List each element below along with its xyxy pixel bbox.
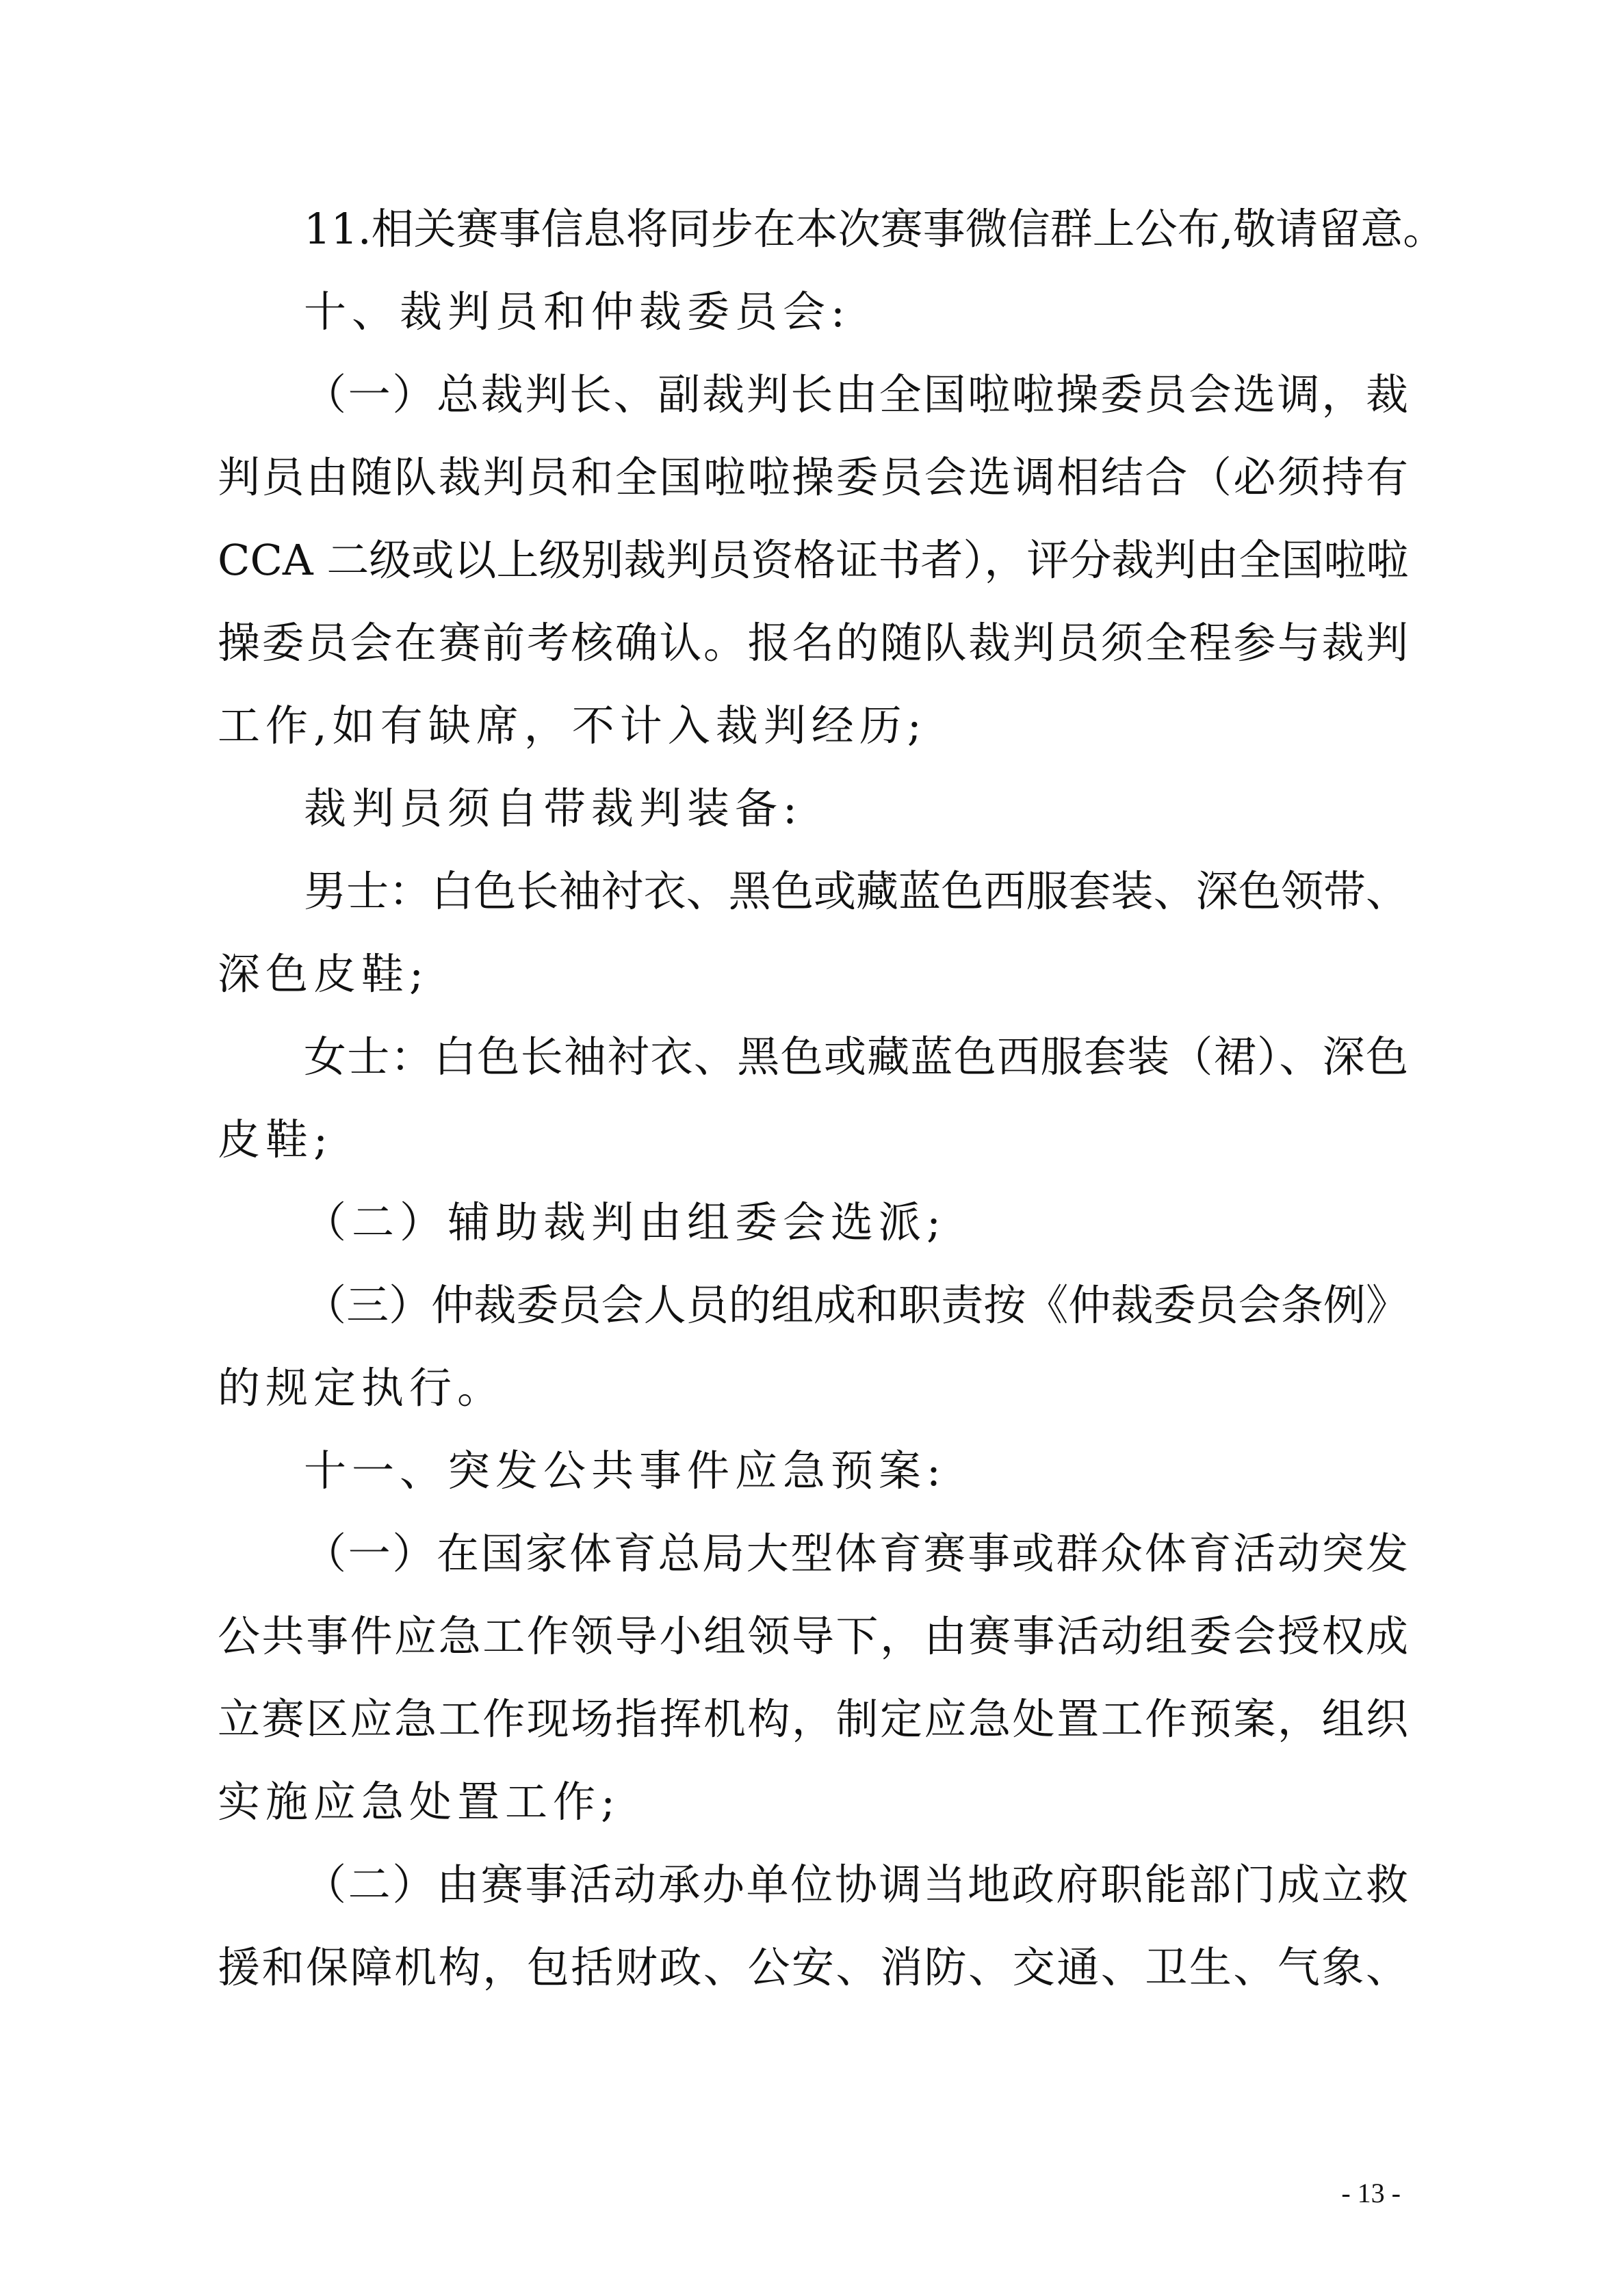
page-number: - 13 -: [1341, 2178, 1401, 2208]
text-line: 裁判员须自带裁判装备:: [304, 783, 803, 833]
text-line: 的规定执行。: [218, 1363, 506, 1413]
text-line: 操委员会在赛前考核确认。报名的随队裁判员须全程参与裁判: [218, 618, 1408, 668]
text-line: 实施应急处置工作;: [218, 1777, 621, 1827]
text-line: 立赛区应急工作现场指挥机构，制定应急处置工作预案，组织: [218, 1694, 1408, 1744]
section-heading: 十、裁判员和仲裁委员会:: [304, 287, 851, 337]
text-line: （一）总裁判长、副裁判长由全国啦啦操委员会选调，裁: [304, 369, 1408, 419]
text-line: 公共事件应急工作领导小组领导下，由赛事活动组委会授权成: [218, 1611, 1408, 1661]
text-line: （二）辅助裁判由组委会选派;: [304, 1197, 946, 1247]
text-line: （二）由赛事活动承办单位协调当地政府职能部门成立救: [304, 1860, 1408, 1909]
text-line: 女士：白色长袖衬衣、黑色或藏蓝色西服套装（裙）、深色: [304, 1032, 1408, 1082]
text-line: CCA 二级或以上级别裁判员资格证书者），评分裁判由全国啦啦: [218, 535, 1409, 585]
text-line: 深色皮鞋;: [218, 949, 429, 999]
text-line: （三）仲裁委员会人员的组成和职责按《仲裁委员会条例》: [304, 1280, 1408, 1330]
text-line: 11.相关赛事信息将同步在本次赛事微信群上公布,敬请留意。: [304, 204, 1446, 254]
text-line: （一）在国家体育总局大型体育赛事或群众体育活动突发: [304, 1528, 1408, 1578]
text-line: 皮鞋;: [218, 1114, 333, 1164]
section-heading: 十一、突发公共事件应急预案:: [304, 1446, 946, 1496]
text-line: 男士：白色长袖衬衣、黑色或藏蓝色西服套装、深色领带、: [304, 866, 1408, 916]
text-line: 工作,如有缺席，不计入裁判经历;: [218, 701, 927, 751]
text-line: 判员由随队裁判员和全国啦啦操委员会选调相结合（必须持有: [218, 452, 1408, 502]
text-line: 援和保障机构，包括财政、公安、消防、交通、卫生、气象、: [218, 1942, 1408, 1992]
